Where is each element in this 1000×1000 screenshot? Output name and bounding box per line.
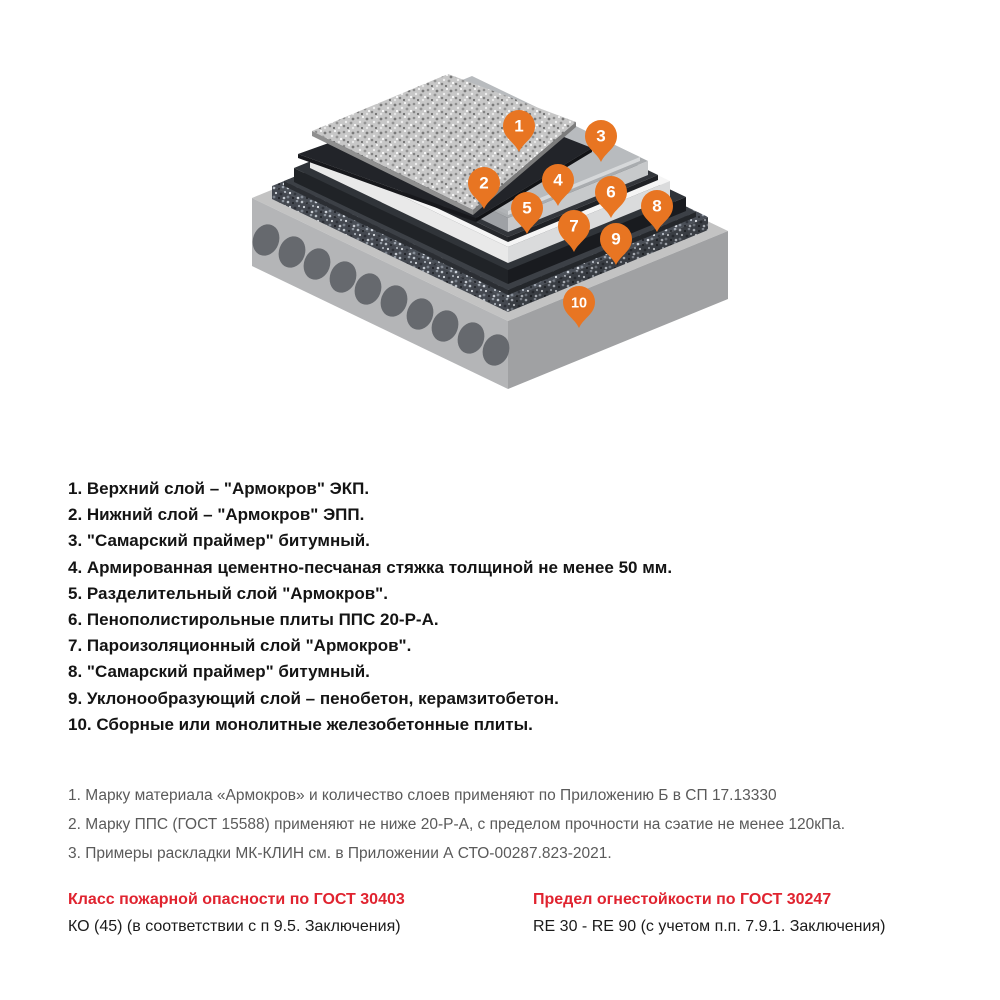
pin-number: 10 — [570, 295, 588, 312]
fire-hazard-class-value: КО (45) (в соответствии с п 9.5. Заключения) — [68, 918, 401, 935]
pin-number: 2 — [479, 173, 489, 193]
footnote-1: 1. Марку материала «Армокров» и количество слоев применяют по Приложению Б в СП 17.13330 — [68, 787, 777, 804]
legend-item-9: 9. Уклонообразующий слой – пенобетон, керамзитобетон. — [68, 688, 559, 708]
pin-number: 8 — [652, 196, 662, 216]
fire-resistance-value: RE 30 - RE 90 (с учетом п.п. 7.9.1. Заключения) — [533, 918, 886, 935]
fire-resistance-title: Предел огнестойкости по ГОСТ 30247 — [533, 891, 832, 908]
pin-number: 7 — [569, 216, 579, 236]
legend-item-4: 4. Армированная цементно-песчаная стяжка толщиной не менее 50 мм. — [68, 557, 673, 577]
fire-hazard-class-title: Класс пожарной опасности по ГОСТ 30403 — [68, 891, 405, 908]
legend-item-5: 5. Разделительный слой "Армокров". — [68, 583, 388, 603]
pin-number: 5 — [522, 198, 532, 218]
pin-number: 3 — [596, 126, 606, 146]
fire-hazard-class-block — [68, 889, 405, 937]
legend-item-1: 1. Верхний слой – "Армокров" ЭКП. — [68, 479, 370, 498]
pin-number: 9 — [611, 229, 621, 249]
legend-item-3: 3. "Самарский праймер" битумный. — [68, 531, 370, 551]
legend-item-8: 8. "Самарский праймер" битумный. — [68, 662, 370, 682]
footnote-2: 2. Марку ППС (ГОСТ 15588) применяют не ниже 20-Р-А, с пределом прочности на сэатие не менее 120кПа. — [68, 816, 846, 833]
layer-legend — [68, 476, 672, 738]
fire-resistance-block — [533, 889, 885, 937]
footnotes — [68, 781, 845, 868]
legend-item-6: 6. Пенополистирольные плиты ППС 20-Р-А. — [68, 610, 439, 630]
legend-item-10: 10. Сборные или монолитные железобетонные плиты. — [68, 714, 533, 734]
roof-layers-diagram — [230, 60, 770, 420]
footnote-3: 3. Примеры раскладки МК-КЛИН см. в Приложении А СТО-00287.823-2021. — [68, 845, 612, 862]
legend-item-7: 7. Пароизоляционный слой "Армокров". — [68, 636, 412, 656]
legend-item-2: 2. Нижний слой – "Армокров" ЭПП. — [68, 505, 365, 525]
pin-number: 1 — [514, 116, 524, 136]
pin-number: 4 — [553, 170, 563, 190]
pin-number: 6 — [606, 182, 616, 202]
